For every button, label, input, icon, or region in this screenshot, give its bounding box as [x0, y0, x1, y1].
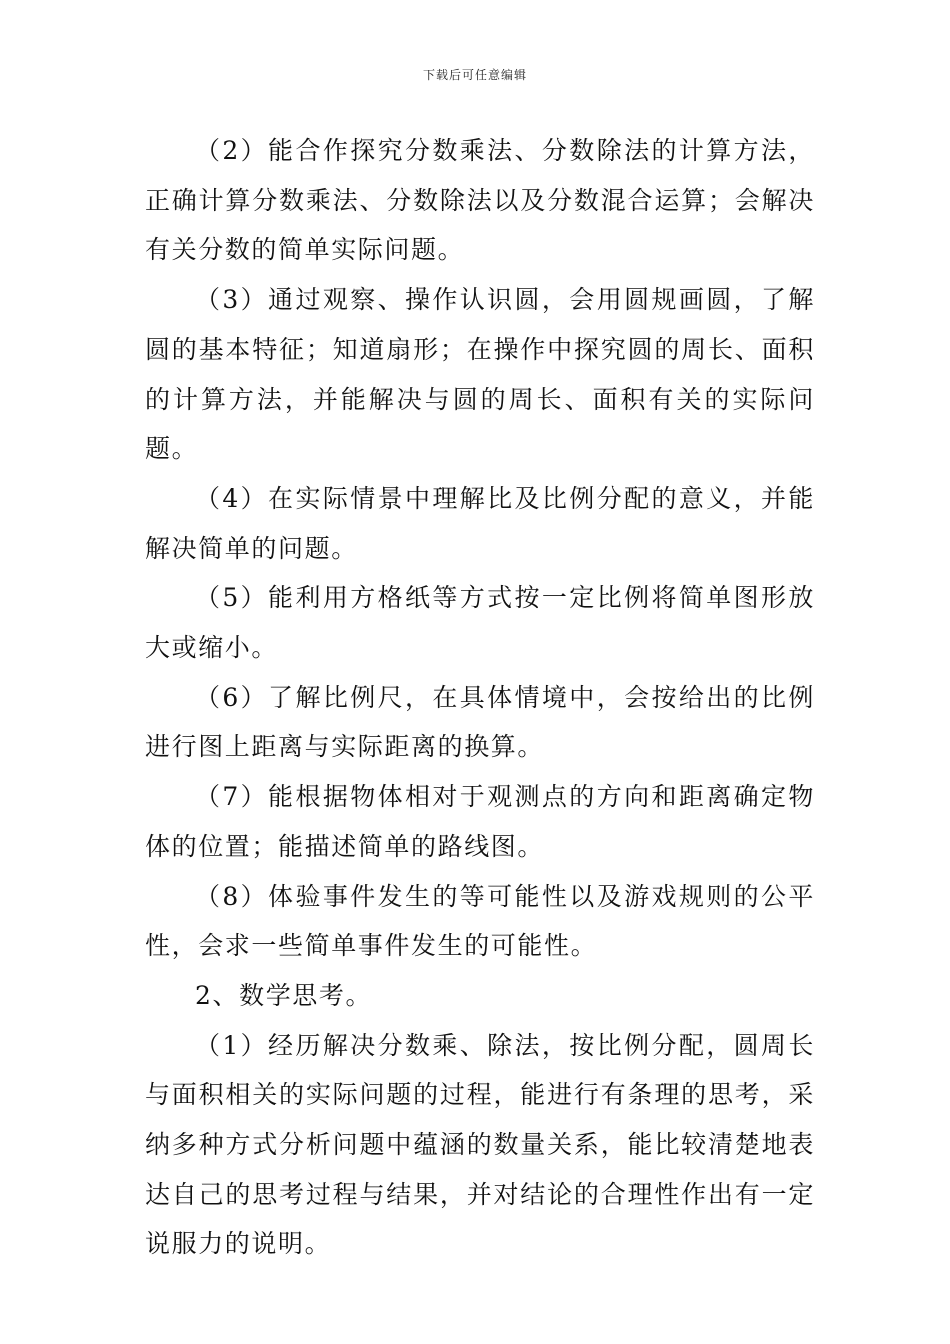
paragraph-objective-7: （7）能根据物体相对于观测点的方向和距离确定物体的位置；能描述简单的路线图。: [145, 782, 815, 861]
paragraph-objective-2: （2）能合作探究分数乘法、分数除法的计算方法，正确计算分数乘法、分数除法以及分数混合运算；会解决有关分数的简单实际问题。: [145, 136, 815, 265]
paragraph-thinking-1: （1）经历解决分数乘、除法，按比例分配，圆周长与面积相关的实际问题的过程，能进行有条理的思考，采纳多种方式分析问题中蕴涵的数量关系，能比较清楚地表达自己的思考过程与结果，并对结论的合理性作出有一定说服力的说明。: [145, 1030, 815, 1259]
paragraph-objective-5: （5）能利用方格纸等方式按一定比例将简单图形放大或缩小。: [145, 583, 815, 663]
paragraph-objective-6: （6）了解比例尺，在具体情境中，会按给出的比例进行图上距离与实际距离的换算。: [145, 682, 815, 762]
page-header: 下载后可任意编辑: [422, 68, 527, 82]
section-heading-math-thinking: 2、数学思考。: [195, 980, 373, 1010]
paragraph-objective-3: （3）通过观察、操作认识圆，会用圆规画圆，了解圆的基本特征；知道扇形；在操作中探究圆的周长、面积的计算方法，并能解决与圆的周长、面积有关的实际问题。: [145, 285, 815, 464]
document-body: [145, 126, 815, 1269]
paragraph-objective-4: （4）在实际情景中理解比及比例分配的意义，并能解决简单的问题。: [145, 483, 815, 563]
paragraph-objective-8: （8）体验事件发生的等可能性以及游戏规则的公平性，会求一些简单事件发生的可能性。: [145, 881, 815, 961]
